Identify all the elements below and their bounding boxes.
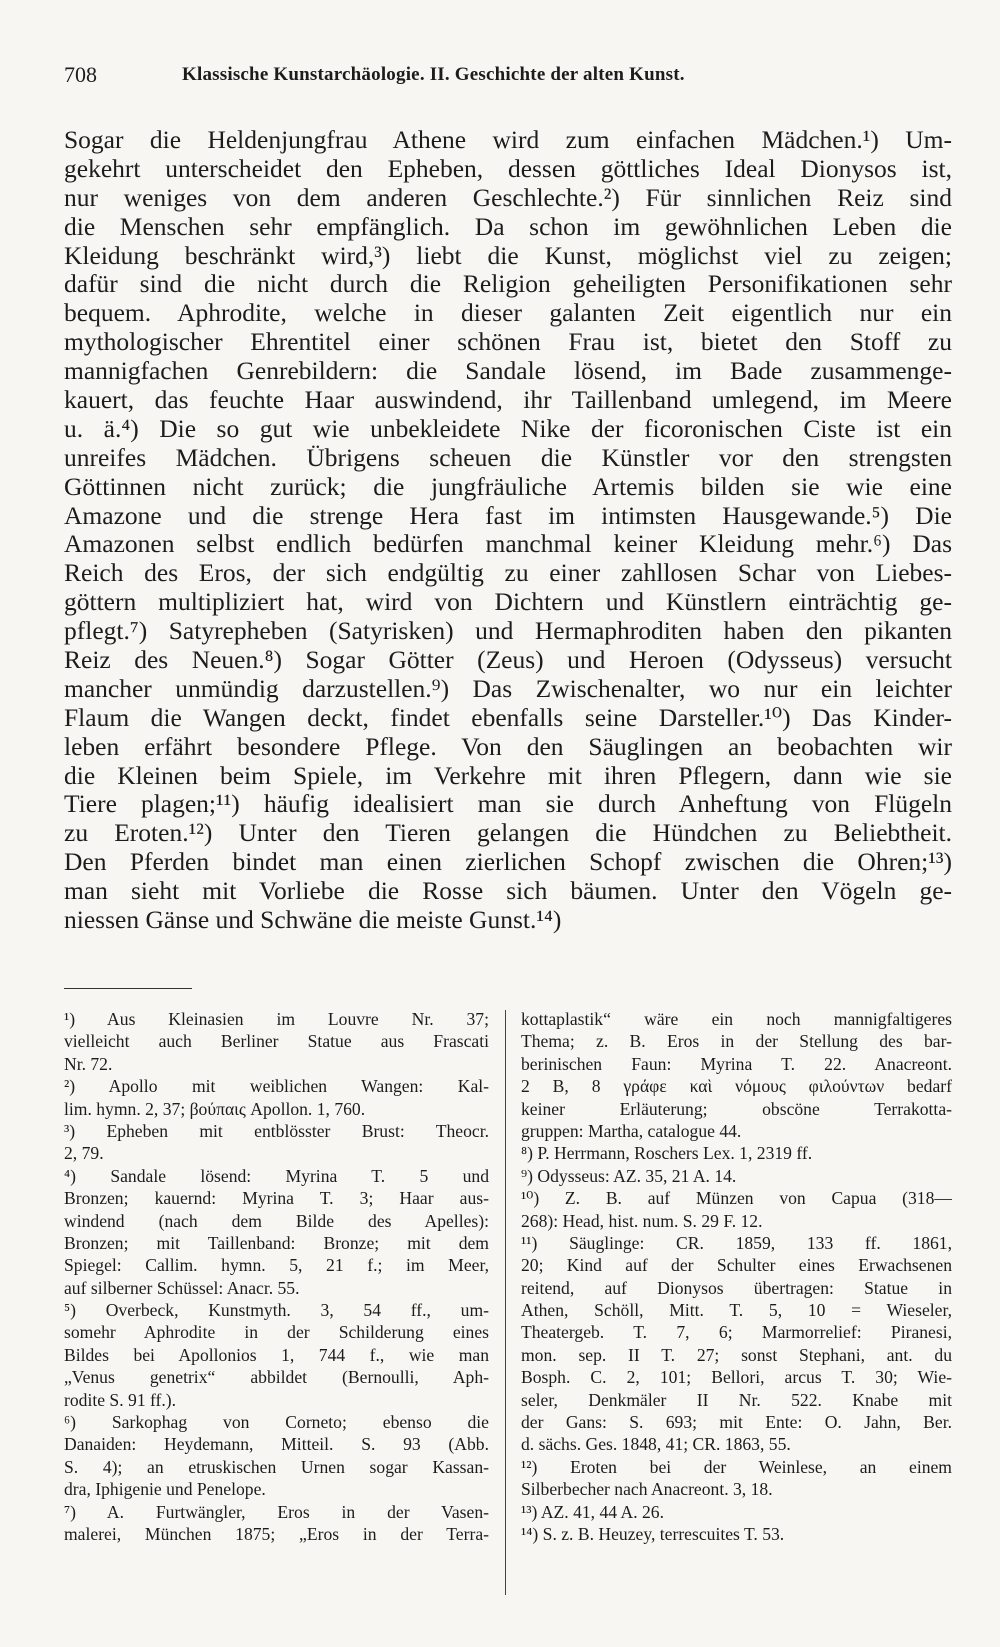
column-separator bbox=[505, 1010, 506, 1595]
footnote-line: berinischen Faun: Myrina T. 22. Anacreont. bbox=[521, 1053, 952, 1074]
text-line: nur weniges von dem anderen Geschlechte.²) Für sinnlichen Reiz sind bbox=[64, 183, 952, 212]
footnote-line: mon. sep. II T. 27; sonst Stephani, ant. du bbox=[521, 1344, 952, 1365]
footnote-line: Thema; z. B. Eros in der Stellung des bar- bbox=[521, 1031, 952, 1052]
footnote-line: ⁴) Sandale lösend: Myrina T. 5 und bbox=[64, 1165, 489, 1186]
footnote-line: reitend, auf Dionysos übertragen: Statue in bbox=[521, 1277, 952, 1298]
footnote-line: ³) Epheben mit entblösster Brust: Theocr. bbox=[64, 1120, 489, 1141]
footnote-line: rodite S. 91 ff.). bbox=[64, 1389, 177, 1410]
footnote-line: kottaplastik“ wäre ein noch mannigfaltigeres bbox=[521, 1009, 952, 1029]
footnote-line: ¹) Aus Kleinasien im Louvre Nr. 37; bbox=[64, 1009, 489, 1029]
text-line: Amazonen selbst endlich bedürfen manchmal keiner Kleidung mehr.⁶) Das bbox=[64, 530, 952, 559]
text-line: mythologischer Ehrentitel einer schönen Frau ist, bietet den Stoff zu bbox=[64, 328, 952, 357]
footnote-line: dra, Iphigenie und Penelope. bbox=[64, 1479, 266, 1500]
footnotes-right-column bbox=[521, 1008, 952, 1545]
text-line: die Kleinen beim Spiele, im Verkehre mit ihren Pflegern, dann wie sie bbox=[64, 761, 952, 790]
text-line: unreifes Mädchen. Übrigens scheuen die Künstler vor den strengsten bbox=[64, 443, 952, 472]
footnote-line: 2 B, 8 γράφε καὶ νόμους φιλούντων bedarf bbox=[521, 1076, 952, 1097]
footnote-line: ⁵) Overbeck, Kunstmyth. 3, 54 ff., um- bbox=[64, 1300, 489, 1321]
footnote-line: der Gans: S. 693; mit Ente: O. Jahn, Ber. bbox=[521, 1412, 952, 1433]
footnote-line: Nr. 72. bbox=[64, 1053, 113, 1074]
text-line: die Menschen sehr empfänglich. Da schon im gewöhnlichen Leben die bbox=[64, 212, 952, 241]
footnote-line: Danaiden: Heydemann, Mitteil. S. 93 (Abb. bbox=[64, 1434, 489, 1455]
footnote-line: malerei, München 1875; „Eros in der Terra- bbox=[64, 1523, 489, 1544]
footnote-line: 268): Head, hist. num. S. 29 F. 12. bbox=[521, 1210, 763, 1231]
text-line: leben erfährt besondere Pflege. Von den Säuglingen an beobachten wir bbox=[64, 732, 952, 761]
footnote-line: Silberbecher nach Anacreont. 3, 18. bbox=[521, 1479, 773, 1500]
text-line: Tiere plagen;¹¹) häufig idealisiert man sie durch Anheftung von Flügeln bbox=[64, 790, 952, 819]
footnote-line: ¹²) Eroten bei der Weinlese, an einem bbox=[521, 1456, 952, 1477]
text-line: u. ä.⁴) Die so gut wie unbekleidete Nike der ficoronischen Ciste ist ein bbox=[64, 414, 952, 443]
footnote-line: Spiegel: Callim. hymn. 5, 21 f.; im Meer, bbox=[64, 1255, 489, 1276]
footnote-line: 2, 79. bbox=[64, 1143, 104, 1164]
text-line: zu Eroten.¹²) Unter den Tieren gelangen die Hündchen zu Beliebtheit. bbox=[64, 819, 952, 848]
footnote-line: Bronzen; kauernd: Myrina T. 3; Haar aus- bbox=[64, 1188, 489, 1209]
text-line: Kleidung beschränkt wird,³) liebt die Kunst, möglichst viel zu zeigen; bbox=[64, 241, 952, 270]
footnote-line: d. sächs. Ges. 1848, 41; CR. 1863, 55. bbox=[521, 1434, 791, 1455]
footnote-line: keiner Erläuterung; obscöne Terrakotta- bbox=[521, 1098, 952, 1119]
footnote-line: ¹¹) Säuglinge: CR. 1859, 133 ff. 1861, bbox=[521, 1232, 952, 1253]
main-text bbox=[64, 126, 952, 935]
text-line: göttern multipliziert hat, wird von Dichtern und Künstlern einträchtig ge- bbox=[64, 588, 952, 617]
running-title: Klassische Kunstarchäologie. II. Geschichte der alten Kunst. bbox=[182, 64, 685, 85]
page-number: 708 bbox=[64, 62, 97, 87]
text-line: niessen Gänse und Schwäne die meiste Gunst.¹⁴) bbox=[64, 906, 562, 935]
footnote-line: „Venus genetrix“ abbildet (Bernoulli, Aph- bbox=[64, 1367, 489, 1388]
footnote-line: ¹³) AZ. 41, 44 A. 26. bbox=[521, 1501, 664, 1522]
footnote-line: ⁸) P. Herrmann, Roschers Lex. 1, 2319 ff. bbox=[521, 1143, 813, 1164]
footnote-line: vielleicht auch Berliner Statue aus Frascati bbox=[64, 1031, 489, 1052]
footnote-line: auf silberner Schüssel: Anacr. 55. bbox=[64, 1277, 300, 1298]
footnote-line: ⁹) Odysseus: AZ. 35, 21 A. 14. bbox=[521, 1165, 737, 1186]
footnote-line: ⁷) A. Furtwängler, Eros in der Vasen- bbox=[64, 1501, 489, 1522]
text-line: pflegt.⁷) Satyrepheben (Satyrisken) und Hermaphroditen haben den pikanten bbox=[64, 617, 952, 646]
footnote-line: Bosph. C. 2, 101; Bellori, arcus T. 30; Wie- bbox=[521, 1367, 952, 1388]
footnotes-left-column bbox=[64, 1008, 489, 1545]
text-line: Sogar die Heldenjungfrau Athene wird zum einfachen Mädchen.¹) Um- bbox=[64, 126, 952, 154]
footnote-line: Bildes bei Apollonios 1, 744 f., wie man bbox=[64, 1344, 489, 1365]
footnote-line: Bronzen; mit Taillenband: Bronze; mit dem bbox=[64, 1232, 489, 1253]
text-line: Reich des Eros, der sich endgültig zu einer zahllosen Schar von Liebes- bbox=[64, 559, 952, 588]
text-line: dafür sind die nicht durch die Religion geheiligten Personifikationen sehr bbox=[64, 270, 952, 299]
footnote-line: Athen, Schöll, Mitt. T. 5, 10 = Wieseler, bbox=[521, 1300, 952, 1321]
footnote-line: somehr Aphrodite in der Schilderung eines bbox=[64, 1322, 489, 1343]
footnote-line: ¹⁰) Z. B. auf Münzen von Capua (318— bbox=[521, 1188, 952, 1209]
text-line: gekehrt unterscheidet den Epheben, dessen göttliches Ideal Dionysos ist, bbox=[64, 154, 952, 183]
page-header bbox=[64, 62, 952, 98]
text-line: mannigfachen Genrebildern: die Sandale lösend, im Bade zusammenge- bbox=[64, 357, 952, 386]
footnote-line: Theatergeb. T. 7, 6; Marmorrelief: Piranesi, bbox=[521, 1322, 952, 1343]
text-line: Den Pferden bindet man einen zierlichen Schopf zwischen die Ohren;¹³) bbox=[64, 848, 952, 877]
footnote-rule bbox=[64, 988, 192, 989]
footnote-line: lim. hymn. 2, 37; βούπαις Apollon. 1, 760. bbox=[64, 1098, 366, 1119]
footnote-line: seler, Denkmäler II Nr. 522. Knabe mit bbox=[521, 1389, 952, 1410]
footnote-line: 20; Kind auf der Schulter eines Erwachsenen bbox=[521, 1255, 952, 1276]
text-line: man sieht mit Vorliebe die Rosse sich bäumen. Unter den Vögeln ge- bbox=[64, 877, 952, 906]
text-line: bequem. Aphrodite, welche in dieser galanten Zeit eigentlich nur ein bbox=[64, 299, 952, 328]
footnote-line: windend (nach dem Bilde des Apelles): bbox=[64, 1210, 489, 1231]
footnote-line: S. 4); an etruskischen Urnen sogar Kassan- bbox=[64, 1456, 489, 1477]
footnote-line: gruppen: Martha, catalogue 44. bbox=[521, 1120, 742, 1141]
footnote-line: ²) Apollo mit weiblichen Wangen: Kal- bbox=[64, 1076, 489, 1097]
footnote-line: ¹⁴) S. z. B. Heuzey, terrescuites T. 53. bbox=[521, 1523, 785, 1544]
text-line: kauert, das feuchte Haar auswindend, ihr Taillenband umlegend, im Meere bbox=[64, 386, 952, 415]
text-line: mancher unmündig darzustellen.⁹) Das Zwischenalter, wo nur ein leichter bbox=[64, 674, 952, 703]
footnote-line: ⁶) Sarkophag von Corneto; ebenso die bbox=[64, 1412, 489, 1433]
text-line: Göttinnen nicht zurück; die jungfräuliche Artemis bilden sie wie eine bbox=[64, 472, 952, 501]
text-line: Amazone und die strenge Hera fast im intimsten Hausgewande.⁵) Die bbox=[64, 501, 952, 530]
text-line: Flaum die Wangen deckt, findet ebenfalls seine Darsteller.¹⁰) Das Kinder- bbox=[64, 703, 952, 732]
text-line: Reiz des Neuen.⁸) Sogar Götter (Zeus) und Heroen (Odysseus) versucht bbox=[64, 646, 952, 675]
